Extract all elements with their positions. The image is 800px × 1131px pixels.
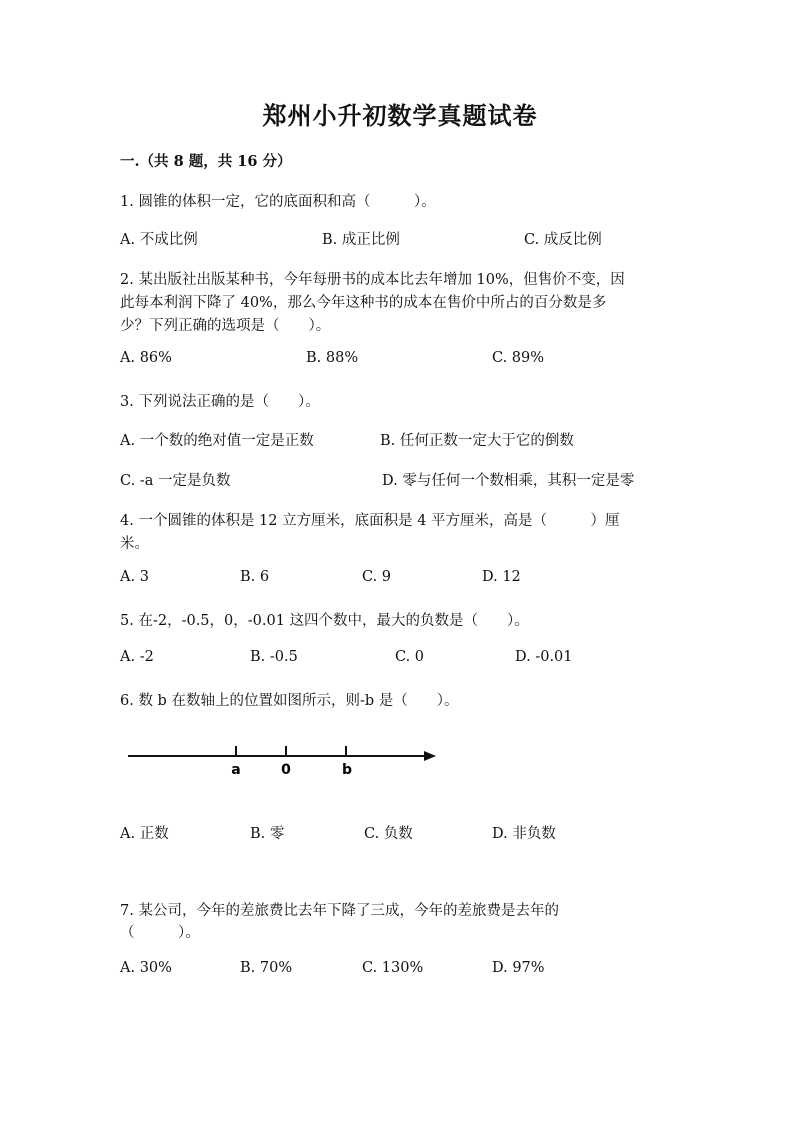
question-2-line-1: 2. 某出版社出版某种书，今年每册书的成本比去年增加 10%，但售价不变，因 xyxy=(120,272,625,288)
q7-option-a: A. 30% xyxy=(120,960,172,976)
q7-option-c: C. 130% xyxy=(362,960,424,976)
question-3-stem: 3. 下列说法正确的是（ ）。 xyxy=(120,394,320,410)
q4-option-c: C. 9 xyxy=(362,569,392,585)
number-line-label-zero: 0 xyxy=(281,762,291,778)
q6-option-c: C. 负数 xyxy=(364,826,413,842)
q3-option-b: B. 任何正数一定大于它的倒数 xyxy=(380,433,574,449)
question-4-line-2: 米。 xyxy=(120,536,149,552)
question-2-line-3: 少？下列正确的选项是（ ）。 xyxy=(120,318,331,334)
q2-option-c: C. 89% xyxy=(492,350,545,366)
page-title: 郑州小升初数学真题试卷 xyxy=(262,101,538,130)
q6-option-d: D. 非负数 xyxy=(492,826,556,842)
q4-option-a: A. 3 xyxy=(120,569,149,585)
q7-option-b: B. 70% xyxy=(240,960,293,976)
q5-option-c: C. 0 xyxy=(395,649,425,665)
q2-option-b: B. 88% xyxy=(306,350,359,366)
q3-option-c: C. -a 一定是负数 xyxy=(120,473,231,489)
number-line-figure xyxy=(120,735,450,785)
question-5-stem: 5. 在-2，-0.5，0，-0.01 这四个数中，最大的负数是（ ）。 xyxy=(120,613,529,629)
q6-option-b: B. 零 xyxy=(250,826,285,842)
q7-option-d: D. 97% xyxy=(492,960,545,976)
q1-option-b: B. 成正比例 xyxy=(322,232,400,248)
q6-option-a: A. 正数 xyxy=(120,826,169,842)
q3-option-a: A. 一个数的绝对值一定是正数 xyxy=(120,433,314,449)
question-2-line-2: 此每本利润下降了 40%，那么今年这种书的成本在售价中所占的百分数是多 xyxy=(120,295,607,311)
question-4-line-1: 4. 一个圆锥的体积是 12 立方厘米，底面积是 4 平方厘米，高是（ ）厘 xyxy=(120,513,620,529)
question-7-line-1: 7. 某公司，今年的差旅费比去年下降了三成，今年的差旅费是去年的 xyxy=(120,903,559,919)
q5-option-a: A. -2 xyxy=(120,649,154,665)
q3-option-d: D. 零与任何一个数相乘，其积一定是零 xyxy=(382,473,635,489)
question-7-line-2: （ ）。 xyxy=(120,925,200,941)
question-1-stem: 1. 圆锥的体积一定，它的底面积和高（ ）。 xyxy=(120,194,436,210)
q4-option-d: D. 12 xyxy=(482,569,521,585)
q4-option-b: B. 6 xyxy=(240,569,270,585)
question-6-stem: 6. 数 b 在数轴上的位置如图所示，则-b 是（ ）。 xyxy=(120,693,459,709)
q1-option-a: A. 不成比例 xyxy=(120,232,198,248)
number-line-label-b: b xyxy=(341,762,353,778)
number-line-label-a: a xyxy=(231,762,241,778)
q5-option-b: B. -0.5 xyxy=(250,649,298,665)
q1-option-c: C. 成反比例 xyxy=(524,232,602,248)
q5-option-d: D. -0.01 xyxy=(515,649,573,665)
arrow-head-icon xyxy=(424,751,436,761)
q2-option-a: A. 86% xyxy=(120,350,172,366)
section-heading: 一.（共 8 题，共 16 分） xyxy=(120,153,292,170)
